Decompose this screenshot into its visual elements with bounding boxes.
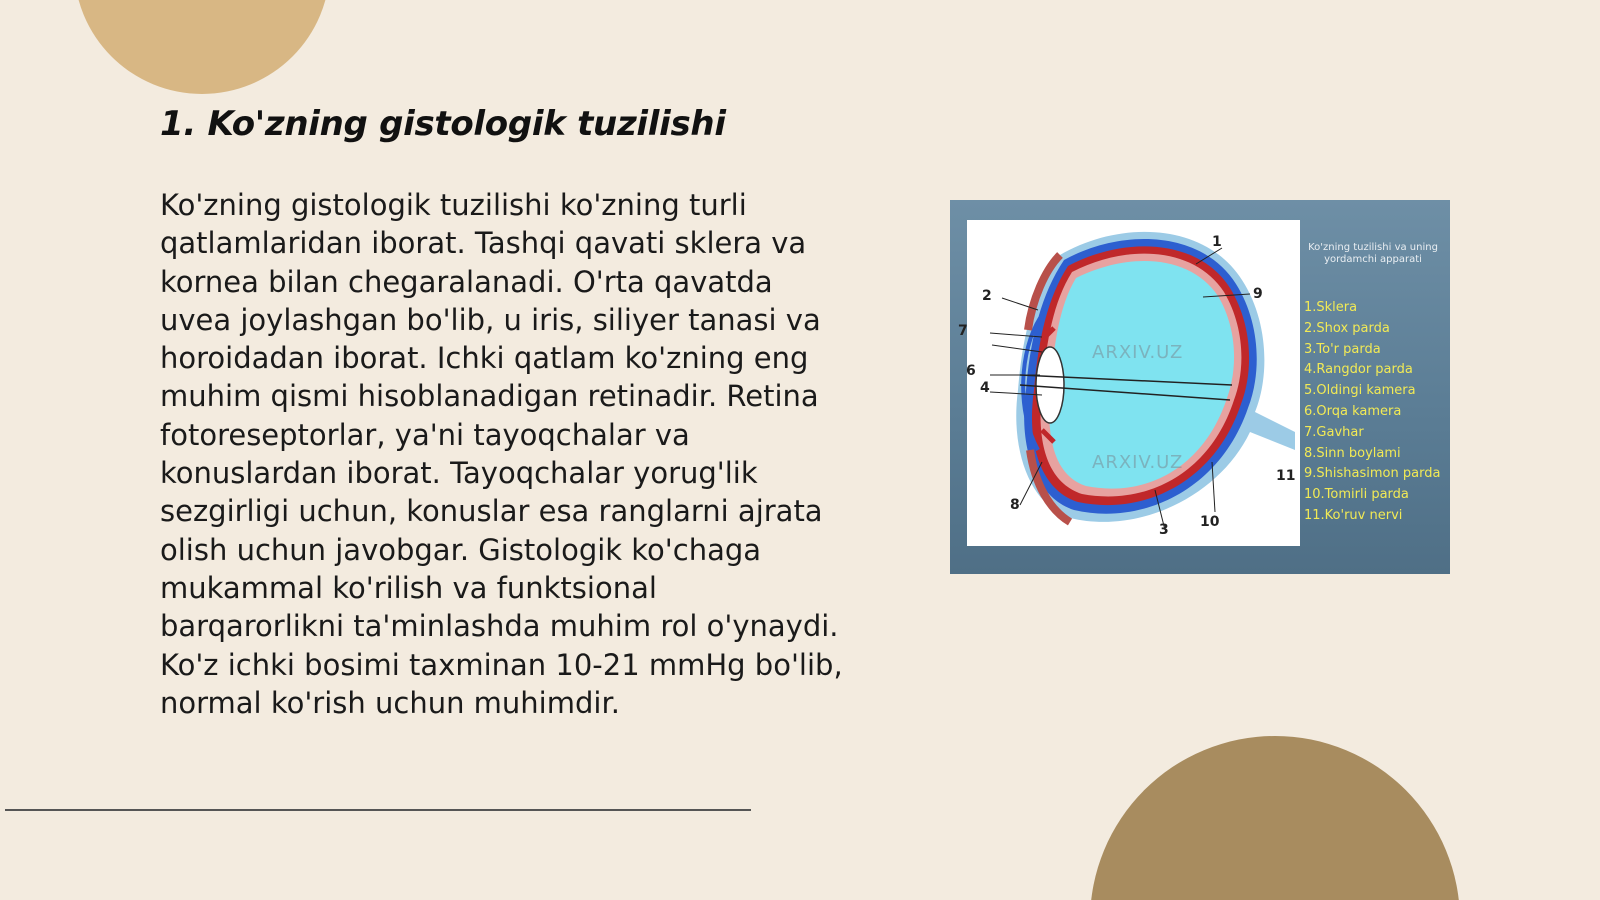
watermark: ARXIV.UZ xyxy=(1092,452,1184,473)
legend-item: 5.Oldingi kamera xyxy=(1304,383,1416,399)
legend-item: 9.Shishasimon parda xyxy=(1304,466,1441,482)
diagram-number-4: 4 xyxy=(980,380,990,396)
slide-title: 1. Ko'zning gistologik tuzilishi xyxy=(160,104,726,144)
diagram-number-6: 6 xyxy=(966,363,976,379)
legend-item: 10.Tomirli parda xyxy=(1304,487,1409,503)
diagram-number-7: 7 xyxy=(958,323,968,339)
diagram-number-2: 2 xyxy=(982,288,992,304)
diagram-number-11: 11 xyxy=(1276,468,1296,484)
decorative-circle-top xyxy=(74,0,330,94)
legend-item: 4.Rangdor parda xyxy=(1304,362,1413,378)
decorative-circle-bottom xyxy=(1090,736,1460,900)
legend-item: 3.To'r parda xyxy=(1304,341,1381,357)
divider-line xyxy=(5,809,751,811)
diagram-number-3: 3 xyxy=(1159,522,1169,538)
legend-item: 6.Orqa kamera xyxy=(1304,403,1402,419)
diagram-number-10: 10 xyxy=(1200,514,1220,530)
legend-item: 11.Ko'ruv nervi xyxy=(1304,507,1403,523)
diagram-title: Ko'zning tuzilishi va uning yordamchi apparati xyxy=(1308,242,1438,265)
legend-item: 8.Sinn boylami xyxy=(1304,445,1401,461)
watermark: ARXIV.UZ xyxy=(1092,342,1184,363)
diagram-number-1: 1 xyxy=(1212,234,1222,250)
diagram-legend xyxy=(1304,300,1446,529)
slide-body-text: Ko'zning gistologik tuzilishi ko'zning turli qatlamlaridan iborat. Tashqi qavati sklera va kornea bilan chegaralanadi. O'rta qavatda uvea joylashgan bo'lib, u iris, siliyer tanasi va horoidadan iborat. Ichki qatlam ko'zning eng muhim qismi hisoblanadigan retinadir. Retina fotoreseptorlar, ya'ni tayoqchalar va konuslardan iborat. Tayoqchalar yorug'lik sezgirligi uchun, konuslar esa ranglarni ajrata olish uchun javobgar. Gistologik ko'chaga mukammal ko'rilish va funktsional barqarorlikni ta'minlashda muhim rol o'ynaydi. Ko'z ichki bosimi taxminan 10-21 mmHg bo'lib, normal ko'rish uchun muhimdir. xyxy=(160,188,843,720)
legend-item: 7.Gavhar xyxy=(1304,424,1364,440)
legend-item: 1.Sklera xyxy=(1304,300,1358,315)
diagram-number-9: 9 xyxy=(1253,286,1263,302)
lens xyxy=(1036,347,1064,423)
eye-diagram-image xyxy=(950,200,1450,574)
legend-item: 2.Shox parda xyxy=(1304,320,1390,336)
diagram-number-8: 8 xyxy=(1010,497,1020,513)
